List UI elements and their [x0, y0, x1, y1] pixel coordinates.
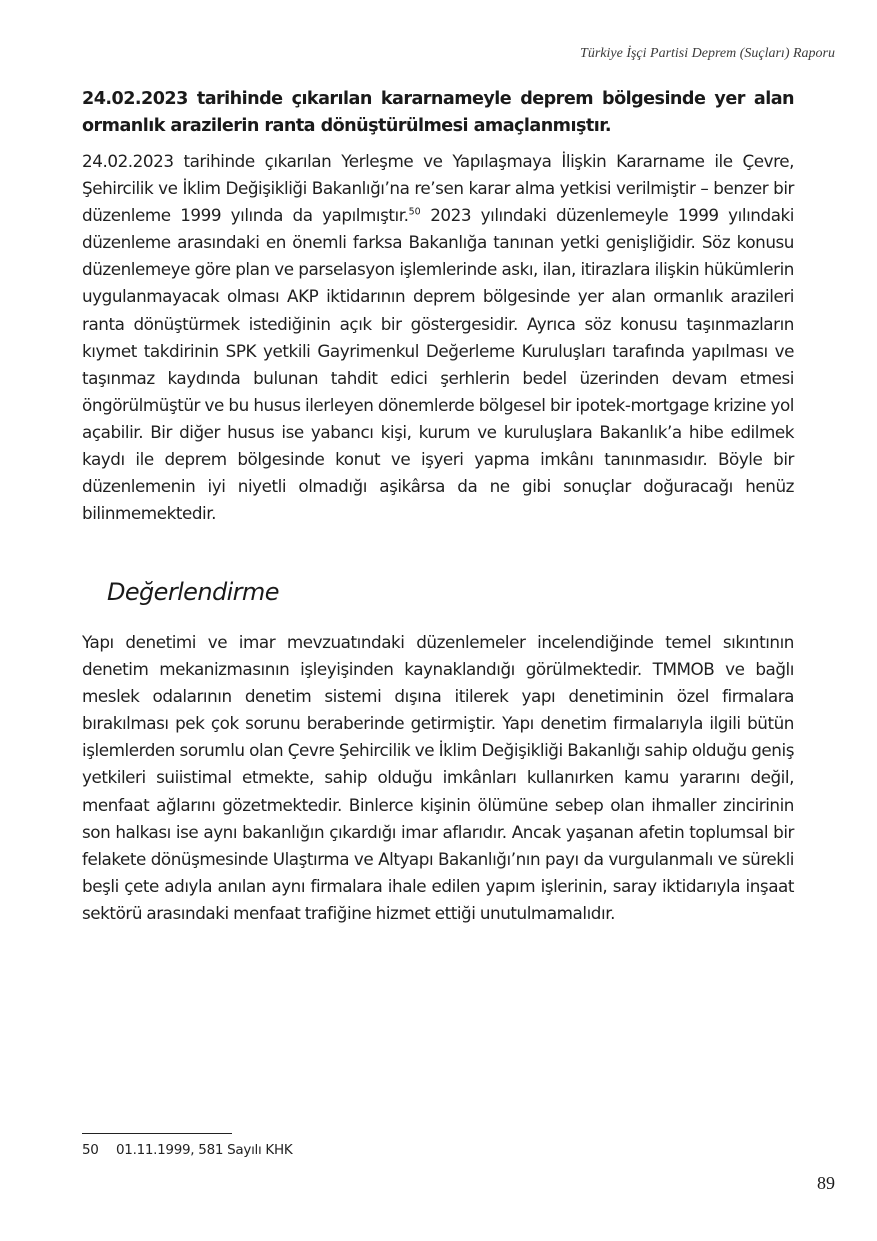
footnote-number: 50 — [82, 1142, 99, 1158]
body-paragraph-1-part-2: 2023 yılındaki düzenlemeyle 1999 yılındaki düzenleme arasındaki en önemli farksa Bakanlığa tanınan yetki genişliğidir. Söz konusu düzenlemeye göre plan ve parselasyon işlemlerinde askı, ilan, itirazlara ilişkin hükümlerin uygulanmayacak olması AKP iktidarının deprem bölgesinde yer alan ormanlık arazileri ranta dönüştürmek istediğinin açık bir göstergesidir. Ayrıca söz konusu taşınmazların kıymet takdirinin SPK yetkili Gayrimenkul Değerleme Kuruluşları tarafında yapılması ve taşınmaz kaydında bulunan tahdit edici şerhlerin bedel üzerinden devam etmesi öngörülmüştür ve bu husus ilerleyen dönemlerde bölgesel bir ipotek-mortgage krizine yol açabilir. Bir diğer husus ise yabancı kişi, kurum ve kuruluşlara Bakanlık’a hibe edilmek kaydı ile deprem bölgesinde konut ve işyeri yapma imkânı tanınmasıdır. Böyle bir düzenlemenin iyi niyetli olmadığı aşikârsa da ne gibi sonuçlar doğuracağı henüz bilinmemektedir. — [82, 205, 795, 524]
section-heading: 24.02.2023 tarihinde çıkarılan kararnameyle deprem bölgesinde yer alan ormanlık arazilerin ranta dönüştürülmesi amaçlanmıştır. — [82, 89, 794, 136]
evaluation-paragraph: Yapı denetimi ve imar mevzuatındaki düzenlemeler incelendiğinde temel sıkıntının denetim mekanizmasının işleyişinden kaynaklandığı görülmektedir. TMMOB ve bağlı meslek odalarının denetim sistemi dışına itilerek yapı denetiminin özel firmalara bırakılması pek çok sorunu beraberinde getirmiştir. Yapı denetim firmalarıyla ilgili bütün işlemlerden sorumlu olan Çevre Şehircilik ve İklim Değişikliği Bakanlığı sahip olduğu geniş yetkileri suiistimal etmekte, sahip olduğu imkânları kullanırken kamu yararını değil, menfaat ağlarını gözetmektedir. Binlerce kişinin ölümüne sebep olan ihmaller zincirinin son halkası ise aynı bakanlığın çıkardığı imar aflarıdır. Ancak yaşanan afetin toplumsal bir felakete dönüşmesinde Ulaştırma ve Altyapı Bakanlığı’nın payı da vurgulanmalı ve sürekli beşli çete adıyla anılan aynı firmalara ihale edilen yapım işlerinin, saray iktidarıyla inşaat sektörü arasındaki menfaat trafiğine hizmet ettiği unutulmamalıdır. — [82, 632, 794, 923]
body-paragraph-1-part-1: 24.02.2023 tarihinde çıkarılan Yerleşme ve Yapılaşmaya İlişkin Kararname ile Çevre, Şehircilik ve İklim Değişikliği Bakanlığı’na re’sen karar alma yetkisi verilmiştir – benzer bir düzenleme 1999 yılında da yapılmıştır. — [82, 151, 794, 226]
footnote-divider — [82, 1133, 232, 1134]
body-paragraph-1 — [82, 148, 794, 527]
evaluation-heading: Değerlendirme — [107, 578, 279, 606]
running-header: Türkiye İşçi Partisi Deprem (Suçları) Raporu — [580, 46, 835, 61]
footnote-text: 01.11.1999, 581 Sayılı KHK — [116, 1142, 293, 1158]
footnote — [82, 1142, 292, 1158]
footnote-reference[interactable]: 50 — [408, 206, 421, 218]
page-number: 89 — [817, 1173, 835, 1193]
